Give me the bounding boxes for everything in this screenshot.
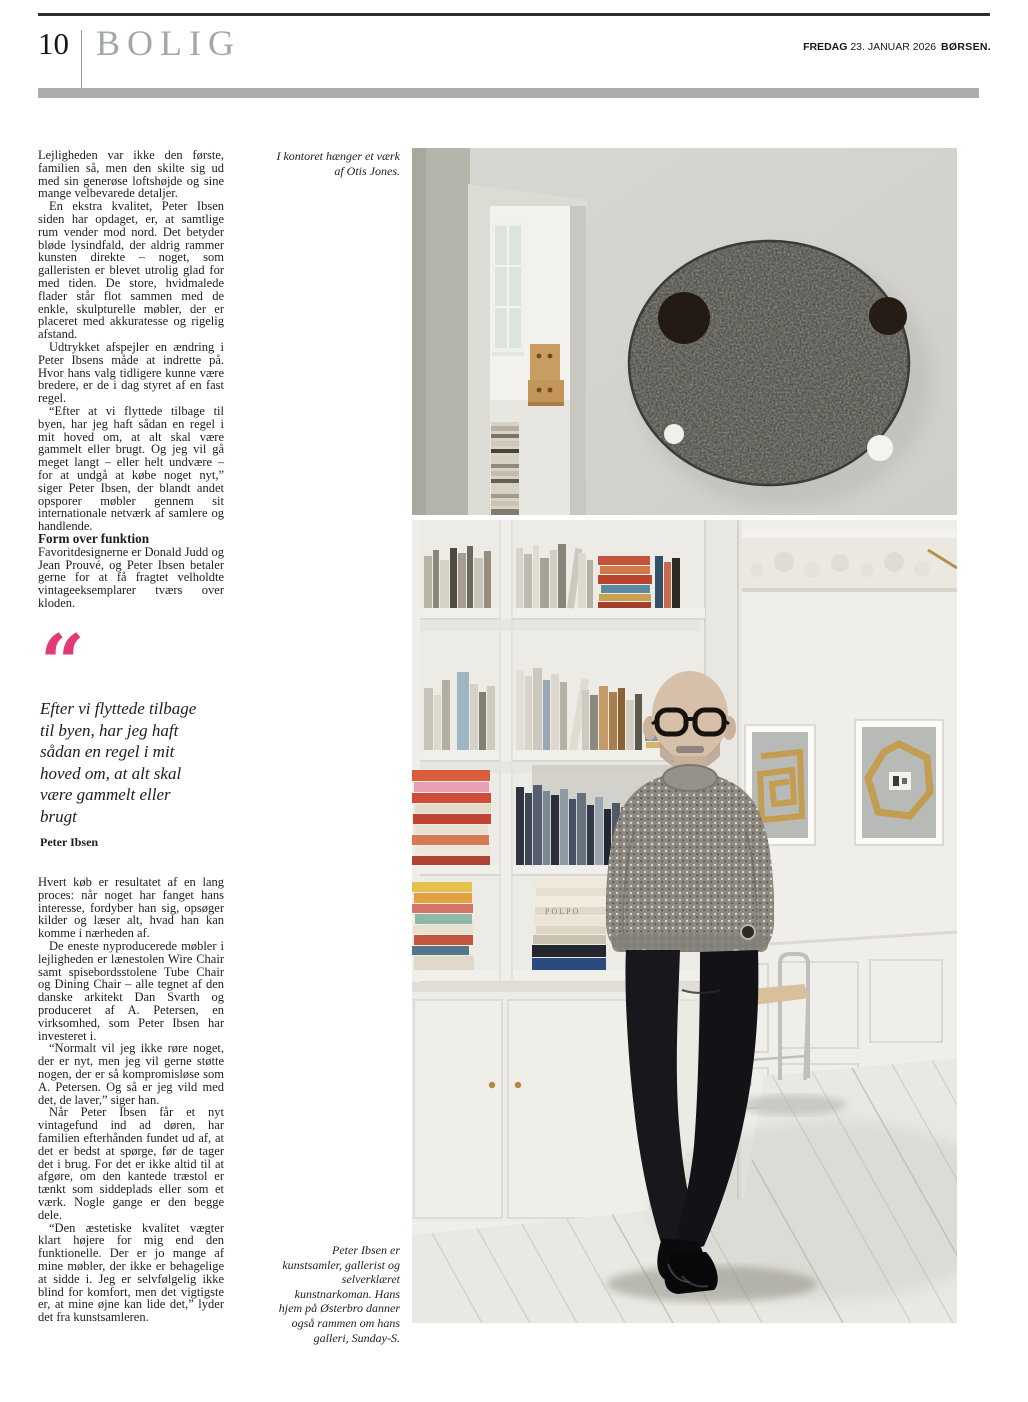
portrait-illustration (412, 520, 957, 1323)
artwork-white-dot-left (664, 424, 684, 444)
wooden-chair (528, 344, 564, 406)
pull-quote-attribution: Peter Ibsen (40, 834, 99, 849)
article-paragraph: Favoritdesignerne er Donald Judd og Jean Prouvé, og Peter Ibsen betaler gerne for at få fragtet velholdte vintageeksemplarer tværs over kloden. (38, 544, 224, 610)
framed-art-right (855, 720, 943, 845)
round-artwork (629, 241, 909, 485)
artwork-dark-dot-left (658, 292, 710, 344)
pull-quote-text: Efter vi flyttede tilbage til byen, har jeg haft sådan en regel i mit hoved om, at alt skal være gammelt eller brugt (40, 699, 197, 826)
article-paragraph: En ekstra kvalitet, Peter Ibsen siden har opdaget, er, at samtlige rum vender mod nord. Det betyder bløde lysindfald, der aldrig rammer kunsten direkte – noget, som galleristen er blevet utrolig glad for med tiden. De store, hvidmalede flader står flot sammen med de enkle, skulpturelle møbler, der er placeret med akkuratesse og rigelig afstand. (38, 199, 224, 342)
article-paragraph: De eneste nyproducerede møbler i lejligheden er lænestolen Wire Chair samt spisebordsstolene Tube Chair og Dining Chair – alle tegnet af den danske arkitekt Dan Svarth og produceret af A. Petersen, en virksomhed, som Peter Ibsen har investeret i. (38, 938, 224, 1043)
dateline-date: 23. JANUAR 2026 (850, 41, 937, 53)
foreground-wall-edge (412, 148, 426, 515)
top-rule (38, 13, 990, 16)
interior-window (492, 222, 524, 356)
chair-shadow (737, 1095, 847, 1115)
page-number: 10 (38, 26, 69, 61)
artwork-dark-dot-right (869, 297, 907, 335)
article-paragraph: “Efter at vi flyttede tilbage til byen, har jeg haft sådan en regel i mit hoved om, at alt skal være gammelt eller brugt. Og jeg vil gå meget langt – eller helt undvære – for at undgå at købe noget nyt,” siger Peter Ibsen, der blandt andet opsporer møbler gennem sit internationale netværk af samlere og handlende. (38, 403, 224, 534)
office-artwork-photo (412, 148, 957, 515)
masthead-brand: BØRSEN. (941, 41, 991, 53)
wristwatch (741, 925, 755, 939)
quote-mark-icon: “ (40, 618, 80, 709)
article-column-bottom (38, 876, 224, 1324)
header-gray-bar (38, 88, 979, 98)
brass-knob-right (515, 1082, 521, 1088)
cabinet-door-left (414, 1000, 502, 1218)
caption-bottom-photo: Peter Ibsen er kunstsamler, gallerist og selverklæret kunstnarkoman. Hans hjem på Østerbro danner også rammen om hans galleri, Sunday-S. (278, 1243, 400, 1345)
door-frame-right (570, 206, 586, 515)
office-artwork-illustration (412, 148, 957, 515)
section-title: BOLIG (96, 23, 241, 63)
pull-quote (40, 618, 215, 850)
mustache (676, 746, 704, 753)
article-paragraph: Hvert køb er resultatet af en lang proces: når noget har fanget hans interesse, fordyber han sig, opsøger kilder og læser alt, hvad han kan komme i nærheden af. (38, 875, 224, 941)
article-paragraph: “Normalt vil jeg ikke røre noget, der er nyt, men jeg vil gerne støtte nogen, der er så kompromisløse som A. Petersen. Og så er jeg vild med det, de laver,” siger han. (38, 1041, 224, 1107)
portrait-photo (412, 520, 957, 1323)
article-paragraph: “Den æstetiske kvalitet vægter klart højere for mig end den funktionelle. Der er jo mange af mine møbler, der ikke er behagelige at sidde i. Jeg er selvfølgelig ikke blind for komfort, men det vigtigste er, at mine øjne kan lide det,” lyder det fra kunstsamleren. (38, 1220, 224, 1325)
dateline-day: FREDAG (803, 41, 848, 53)
dateline (803, 41, 991, 53)
article-paragraph: Når Peter Ibsen får et nyt vintagefund ind ad døren, har familien efterhånden fundet ud af, at det er bedst at spørge, før de tager det i brug. For det er ikke altid til at afgøre, om den kantede træstol er tænkt som siddeplads eller som et værk. Nogle gange er den begge dele. (38, 1105, 224, 1222)
article-paragraph: Udtrykket afspejler en ændring i Peter Ibsens måde at indrette på. Hvor hans valg tidligere kunne være bredere, er de i dag styret af en fast regel. (38, 339, 224, 406)
artwork-white-dot-right (867, 435, 893, 461)
article-paragraph: Lejligheden var ikke den første, familien så, men den skilte sig ud med sin generøse loftshøjde og sine mange velbevarede detaljer. (38, 148, 224, 201)
article-column-top (38, 149, 224, 610)
article-subheading: Form over funktion (38, 530, 150, 546)
caption-top-photo: I kontoret hænger et værk af Otis Jones. (276, 149, 400, 178)
brass-knob-left (489, 1082, 495, 1088)
sweater-collar (663, 765, 717, 791)
art-label (889, 772, 911, 790)
magazine-stack (491, 422, 519, 515)
book-spine-text: POLPO (545, 907, 581, 916)
header-divider (81, 30, 82, 88)
